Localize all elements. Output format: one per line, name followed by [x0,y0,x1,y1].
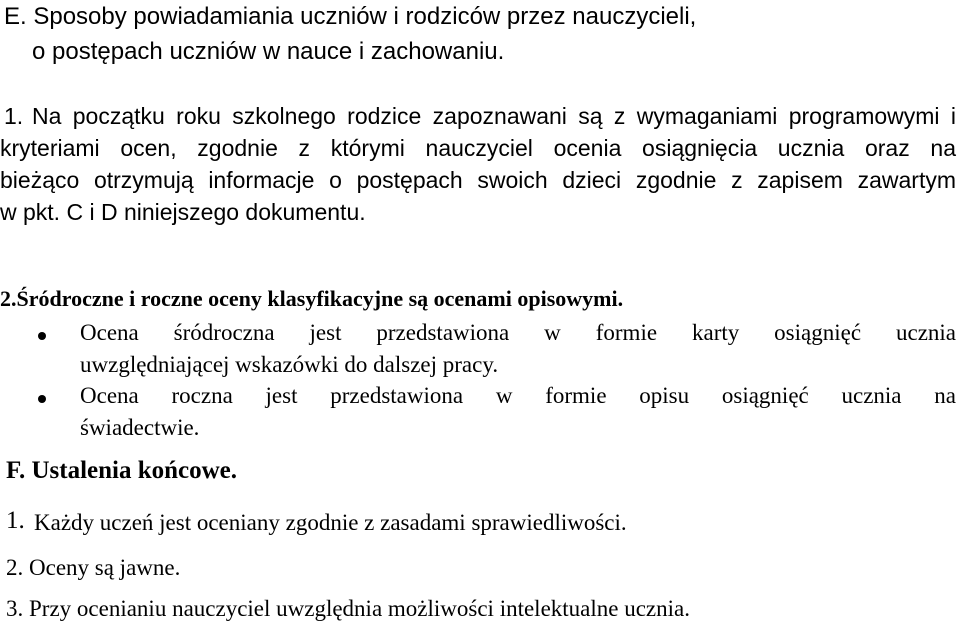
bullet2-line2: świadectwie. [80,415,200,440]
item1-number: 1. [4,103,24,129]
bullet-icon [38,395,46,403]
f-item1-number: 1. [6,507,25,534]
item2-heading: 2.Śródroczne i roczne oceny klasyfikacyjne są ocenami opisowymi. [0,286,624,311]
section-e-title-line1: E. Sposoby powiadamiania uczniów i rodziców przez nauczycieli, [4,3,697,30]
bullet2-line1: Ocena roczna jest przedstawiona w formie opisu osiągnięć ucznia na [80,383,956,408]
item1-line2: kryteriami ocen, zgodnie z którymi nauczyciel ocenia osiągnięcia ucznia oraz na [0,135,956,161]
section-e-title-line2: o postępach uczniów w nauce i zachowaniu. [32,38,505,65]
f-item3: 3. Przy ocenianiu nauczyciel uwzględnia możliwości intelektualne ucznia. [6,596,690,621]
bullet1-line1: Ocena śródroczna jest przedstawiona w formie karty osiągnięć ucznia [80,320,956,345]
section-f-title: F. Ustalenia końcowe. [6,457,238,484]
bullet1-line2: uwzględniającej wskazówki do dalszej pracy. [80,352,499,377]
item1-line4: w pkt. C i D niniejszego dokumentu. [0,199,366,225]
f-item2: 2. Oceny są jawne. [6,555,181,580]
f-item1-text: Każdy uczeń jest oceniany zgodnie z zasadami sprawiedliwości. [34,510,627,535]
item1-line1: Na początku roku szkolnego rodzice zapoznawani są z wymaganiami programowymi i [32,103,956,129]
bullet-icon [38,332,46,340]
item1-line3: bieżąco otrzymują informacje o postępach swoich dzieci zgodnie z zapisem zawartym [0,167,956,193]
